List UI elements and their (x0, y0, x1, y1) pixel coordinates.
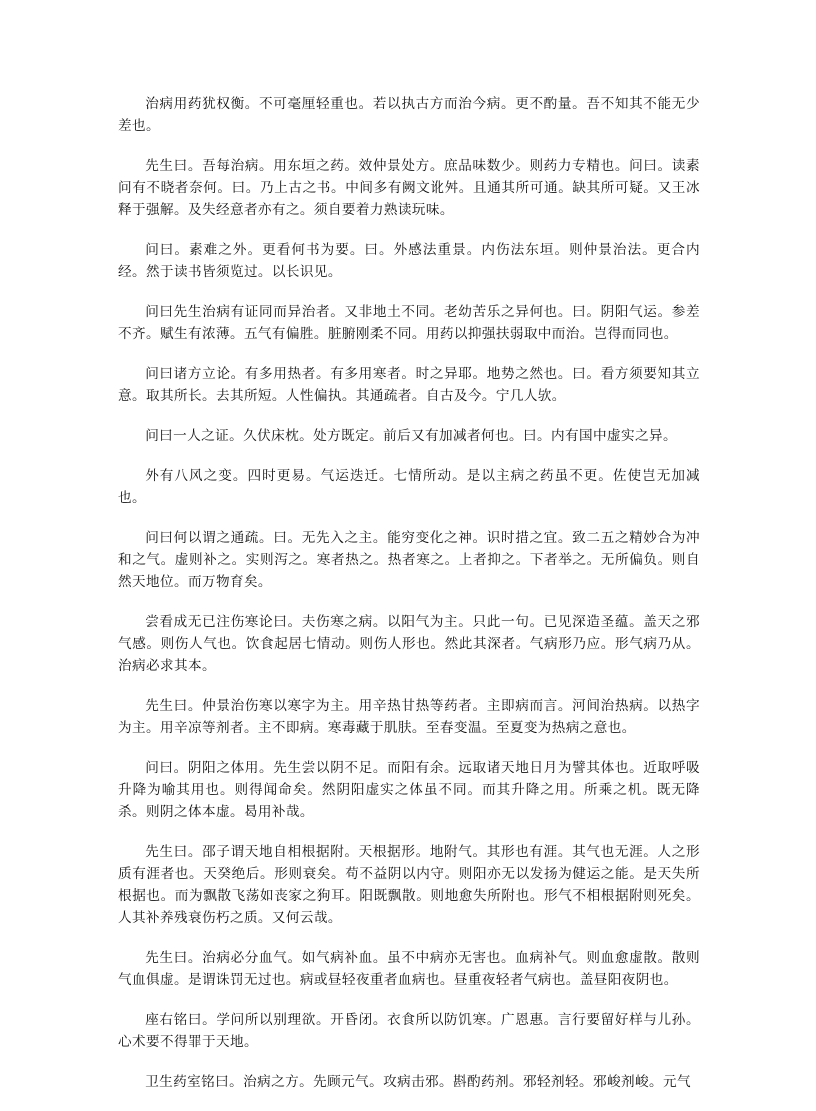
paragraph: 问曰先生治病有证同而异治者。又非地土不同。老幼苦乐之异何也。曰。阴阳气运。参差不齐。赋生有浓薄。五气有偏胜。脏腑刚柔不同。用药以抑强扶弱取中而治。岂得而同也。 (118, 304, 700, 342)
paragraph: 座右铭曰。学问所以别理欲。开昏闭。衣食所以防饥寒。广恩惠。言行要留好样与儿孙。心术要不得罪于天地。 (118, 1012, 700, 1050)
paragraph: 问曰一人之证。久伏床枕。处方既定。前后又有加减者何也。曰。内有国中虚实之异。 (145, 428, 677, 444)
paragraph: 卫生药室铭曰。治病之方。先顾元气。攻病击邪。斟酌药剂。邪轻剂轻。邪峻剂峻。元气 (145, 1074, 691, 1090)
paragraph: 先生曰。仲景治伤寒以寒字为主。用辛热甘热等药者。主即病而言。河间治热病。以热字为主。用辛凉等剂者。主不即病。寒毒藏于肌肤。至春变温。至夏变为热病之意也。 (118, 698, 700, 736)
paragraph: 先生曰。吾每治病。用东垣之药。效仲景处方。庶品味数少。则药力专精也。问曰。读素问有不晓者奈何。曰。乃上古之书。中间多有阙文讹舛。且通其所可通。缺其所可疑。又王冰释于强解。及失经意者亦有之。须自要着力熟读玩味。 (118, 158, 700, 218)
paragraph: 问曰。素难之外。更看何书为要。曰。外感法重景。内伤法东垣。则仲景治法。更合内经。然于读书皆须览过。以长识见。 (118, 242, 700, 280)
paragraph: 问曰诸方立论。有多用热者。有多用寒者。时之异耶。地势之然也。曰。看方须要知其立意。取其所长。去其所短。人性偏执。其通疏者。自古及今。宁几人欤。 (118, 366, 700, 404)
document-page (118, 93, 700, 1111)
paragraph: 问曰何以谓之通疏。曰。无先入之主。能穷变化之神。识时措之宜。致二五之精妙合为冲和之气。虚则补之。实则泻之。寒者热之。热者寒之。上者抑之。下者举之。无所偏负。则自然天地位。而万物育矣。 (118, 530, 700, 590)
paragraph: 先生曰。治病必分血气。如气病补血。虽不中病亦无害也。血病补气。则血愈虚散。散则气血俱虚。是谓诛罚无过也。病或昼轻夜重者血病也。昼重夜轻者气病也。盖昼阳夜阴也。 (118, 950, 700, 988)
paragraph: 尝看成无已注伤寒论曰。夫伤寒之病。以阳气为主。只此一句。已见深造圣蕴。盖天之邪气感。则伤人气也。饮食起居七情动。则伤人形也。然此其深者。气病形乃应。形气病乃从。治病必求其本。 (118, 614, 700, 674)
paragraph: 治病用药犹权衡。不可毫厘轻重也。若以执古方而治今病。更不酌量。吾不知其不能无少差也。 (118, 96, 700, 134)
paragraph: 先生曰。邵子谓天地自相根据附。天根据形。地附气。其形也有涯。其气也无涯。人之形质有涯者也。天癸绝后。形则衰矣。苟不益阴以内守。则阳亦无以发扬为健运之能。是天失所根据也。而为飘散飞荡如丧家之狗耳。阳既飘散。则地愈失所附也。形气不相根据附则死矣。人其补养残衰伤朽之质。又何云哉。 (118, 844, 700, 926)
paragraph: 问曰。阴阳之体用。先生尝以阴不足。而阳有余。远取诸天地日月为譬其体也。近取呼吸升降为喻其用也。则得闻命矣。然阴阳虚实之体虽不同。而其升降之用。所乘之机。既无降杀。则阴之体本虚。曷用补哉。 (118, 760, 700, 820)
paragraph: 外有八风之变。四时更易。气运迭迁。七情所动。是以主病之药虽不更。佐使岂无加减也。 (118, 468, 700, 506)
